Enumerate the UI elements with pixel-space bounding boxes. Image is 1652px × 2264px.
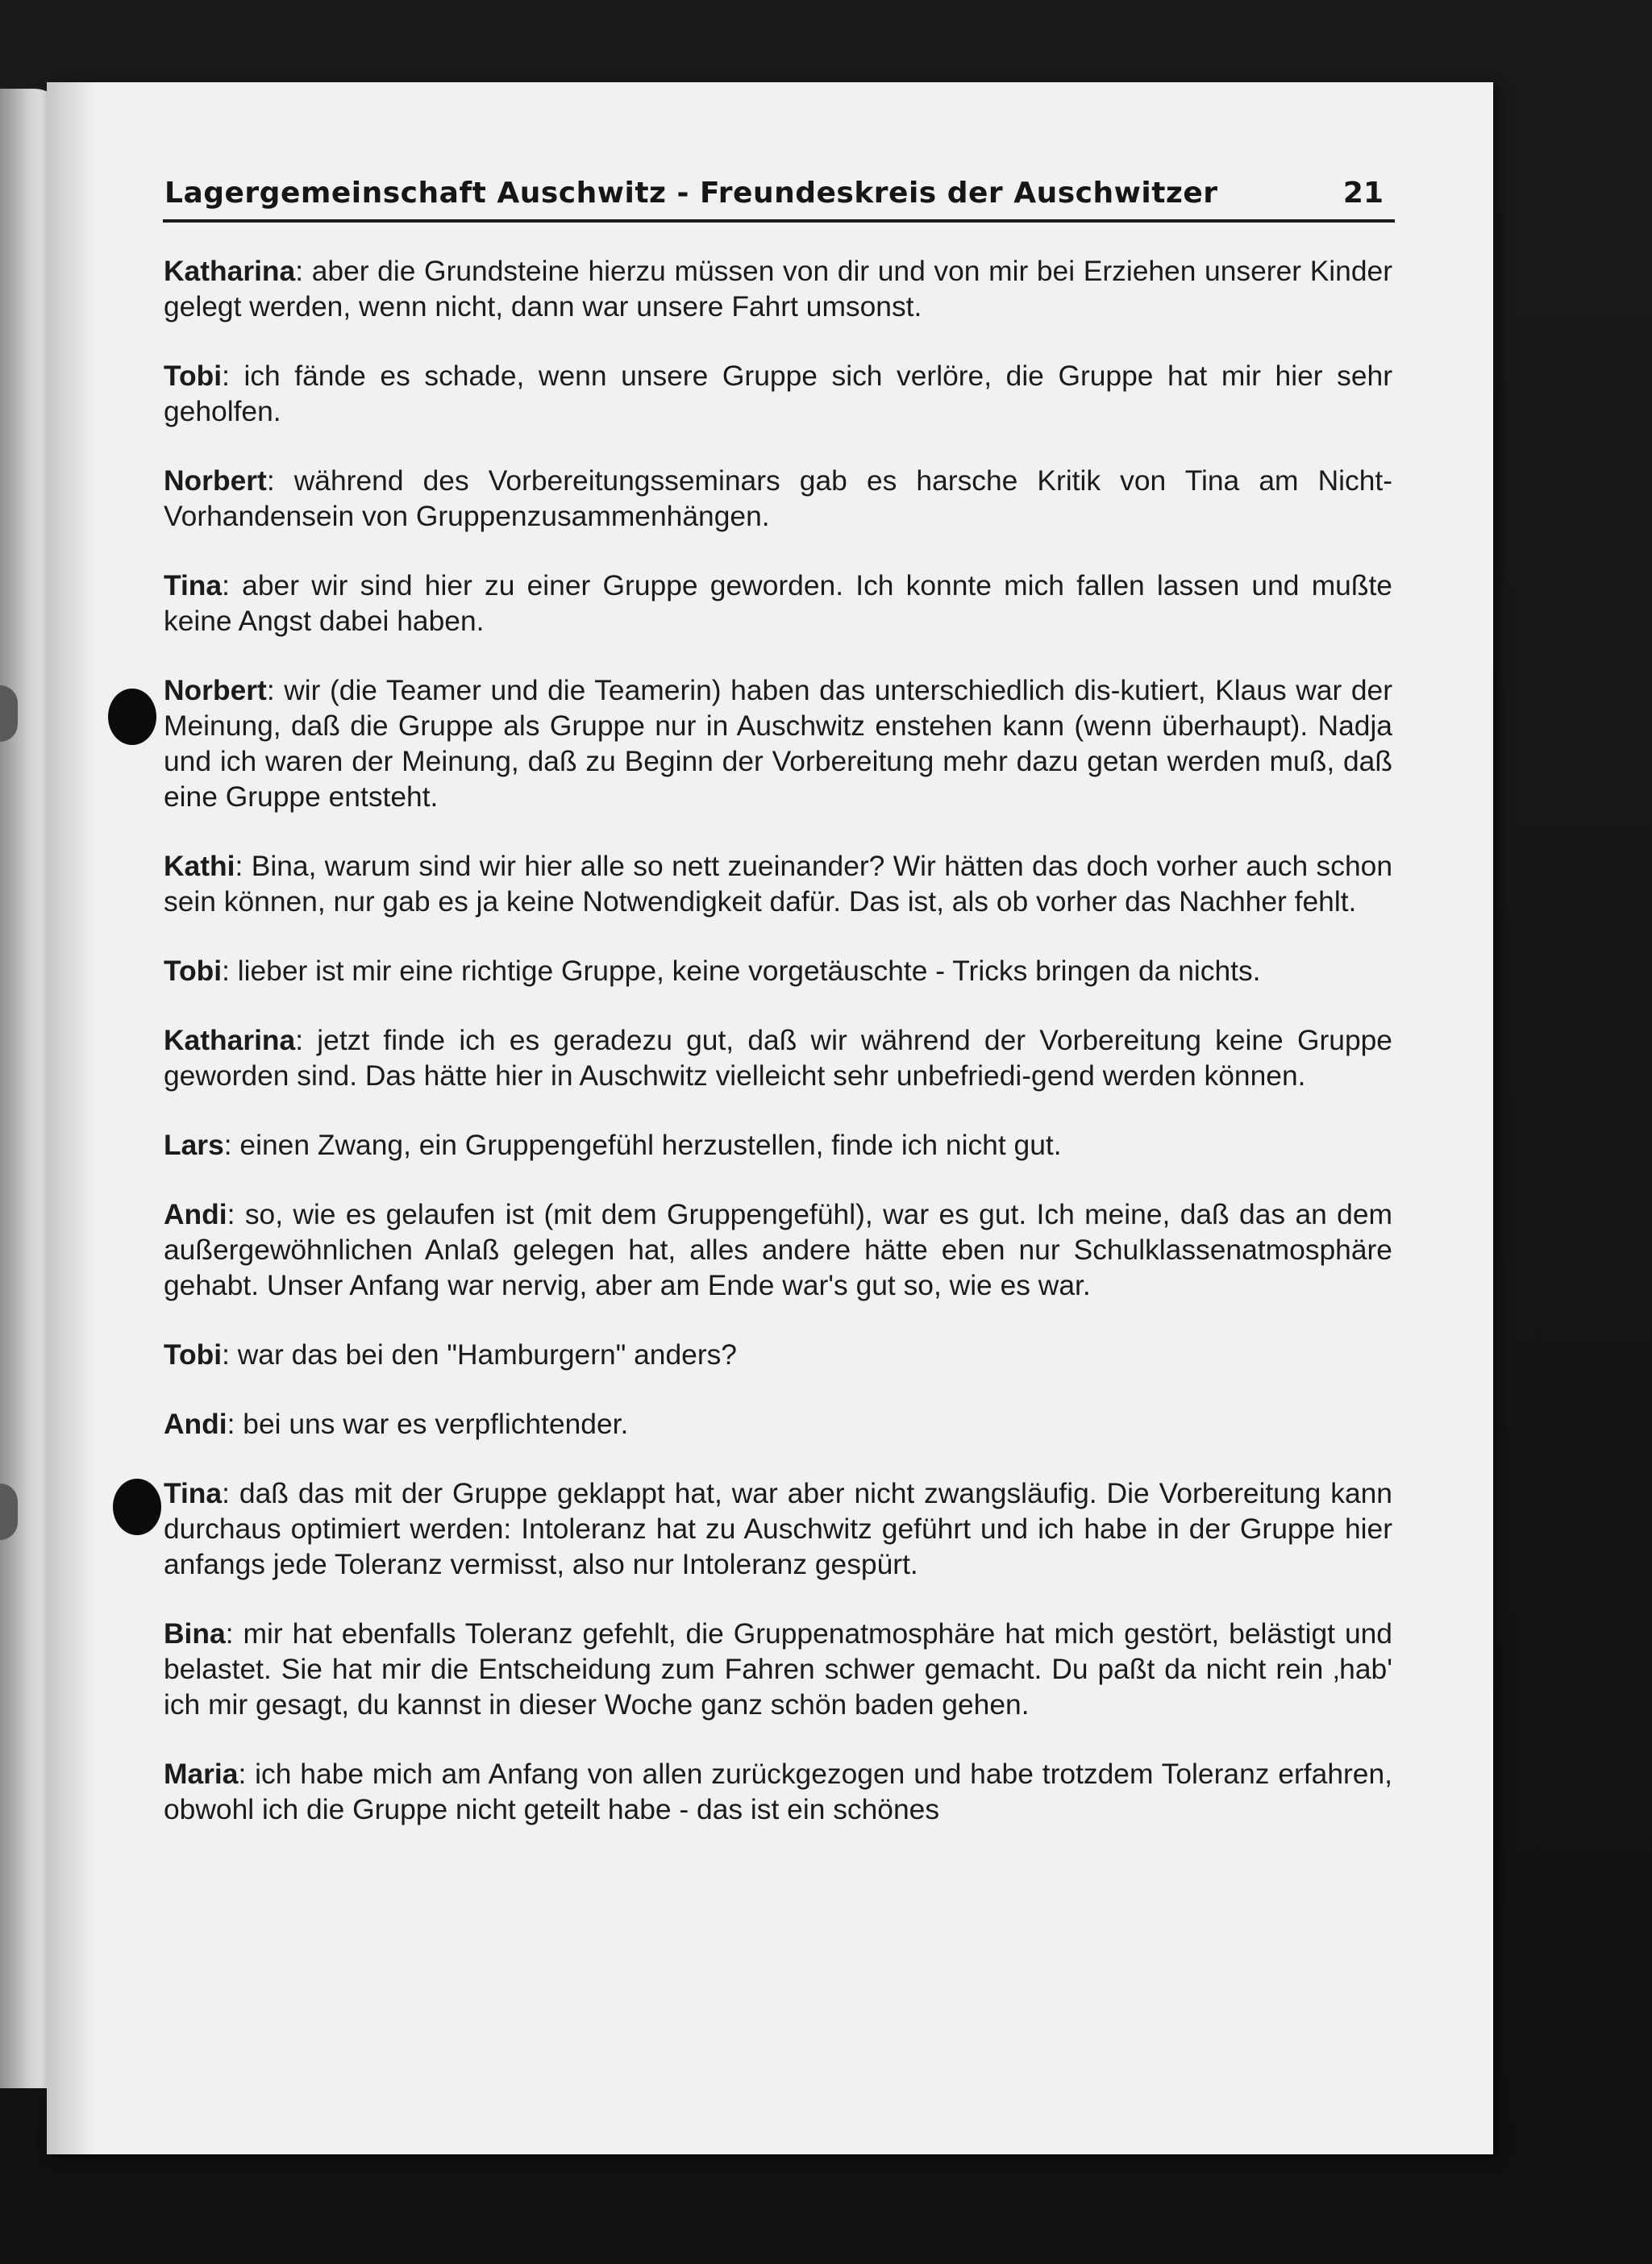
speaker-text: : lieber ist mir eine richtige Gruppe, keine vorgetäuschte - Tricks bringen da nichts. [222,955,1261,987]
speaker-text: : während des Vorbereitungsseminars gab es harsche Kritik von Tina am Nicht-Vorhandensein von Gruppenzusammenhängen. [164,464,1392,532]
speaker-text: : war das bei den "Hamburgern" anders? [222,1338,737,1371]
document-page [47,82,1493,2154]
previous-page-punch-hole [0,685,18,742]
speaker-name: Andi [164,1408,227,1440]
speaker-name: Lars [164,1129,224,1161]
punch-hole-lower [113,1479,161,1535]
header-title: Lagergemeinschaft Auschwitz - Freundeskreis der Auschwitzer [164,177,1218,210]
speaker-name: Bina [164,1617,226,1650]
speaker-text: : daß das mit der Gruppe geklappt hat, war aber nicht zwangsläufig. Die Vorbereitung kann durchaus optimiert werden: Intoleranz hat zu Auschwitz geführt und ich habe in der Gruppe hier anfangs jede Toleranz vermisst, also nur Intoleranz gespürt. [164,1477,1392,1580]
dialogue-paragraph [164,953,1392,988]
dialogue-paragraph [164,1337,1392,1372]
dialogue-paragraph [164,848,1392,919]
speaker-text: : aber wir sind hier zu einer Gruppe geworden. Ich konnte mich fallen lassen und mußte keine Angst dabei haben. [164,569,1392,637]
dialogue-paragraph [164,1616,1392,1722]
speaker-name: Norbert [164,674,267,706]
speaker-name: Norbert [164,464,267,497]
speaker-text: : ich fände es schade, wenn unsere Gruppe sich verlöre, die Gruppe hat mir hier sehr geholfen. [164,360,1392,427]
dialogue-paragraph [164,1406,1392,1442]
speaker-text: : ich habe mich am Anfang von allen zurückgezogen und habe trotzdem Toleranz erfahren, obwohl ich die Gruppe nicht geteilt habe - das ist ein schönes [164,1758,1392,1825]
speaker-name: Tina [164,1477,223,1509]
dialogue-text [164,253,1392,1861]
speaker-text: : aber die Grundsteine hierzu müssen von dir und von mir bei Erziehen unserer Kinder gelegt werden, wenn nicht, dann war unsere Fahrt umsonst. [164,255,1392,323]
speaker-text: : Bina, warum sind wir hier alle so nett zueinander? Wir hätten das doch vorher auch schon sein können, nur gab es ja keine Notwendigkeit dafür. Das ist, als ob vorher das Nachher fehlt. [164,850,1392,918]
dialogue-paragraph [164,253,1392,324]
dialogue-paragraph [164,672,1392,814]
speaker-text: : wir (die Teamer und die Teamerin) haben das unterschiedlich dis-kutiert, Klaus war der Meinung, daß die Gruppe als Gruppe nur in Auschwitz enstehen kann (wenn überhaupt). Nadja und ich waren der Meinung, daß zu Beginn der Vorbereitung mehr dazu getan werden muß, daß eine Gruppe entsteht. [164,674,1392,813]
dialogue-paragraph [164,1756,1392,1827]
dialogue-paragraph [164,463,1392,534]
speaker-text: : mir hat ebenfalls Toleranz gefehlt, die Gruppenatmosphäre hat mich gestört, belästigt und belastet. Sie hat mir die Entscheidung zum Fahren schwer gemacht. Du paßt da nicht rein ‚hab' ich mir gesagt, du kannst in dieser Woche ganz schön baden gehen. [164,1617,1392,1721]
speaker-text: : einen Zwang, ein Gruppengefühl herzustellen, finde ich nicht gut. [223,1129,1062,1161]
speaker-name: Tobi [164,360,223,392]
speaker-text: : so, wie es gelaufen ist (mit dem Gruppengefühl), war es gut. Ich meine, daß das an dem außergewöhnlichen Anlaß gelegen hat, alles andere hätte eben nur Schulklassenatmosphäre gehabt. Unser Anfang war nervig, aber am Ende war's gut so, wie es war. [164,1198,1392,1301]
running-header [163,171,1395,223]
dialogue-paragraph [164,358,1392,429]
dialogue-paragraph [164,1127,1392,1163]
previous-page-punch-hole [0,1484,18,1540]
punch-hole-upper [108,689,156,745]
dialogue-paragraph [164,1022,1392,1093]
speaker-text: : bei uns war es verpflichtender. [227,1408,629,1440]
speaker-text: : jetzt finde ich es geradezu gut, daß wir während der Vorbereitung keine Gruppe geworden sind. Das hätte hier in Auschwitz vielleicht sehr unbefriedi-gend werden können. [164,1024,1392,1092]
page-number: 21 [1342,177,1384,210]
speaker-name: Tobi [164,1338,223,1371]
dialogue-paragraph [164,568,1392,639]
speaker-name: Maria [164,1758,239,1790]
speaker-name: Tobi [164,955,223,987]
speaker-name: Katharina [164,255,296,287]
binding-shadow [47,82,95,2154]
dialogue-paragraph [164,1475,1392,1582]
speaker-name: Andi [164,1198,227,1230]
speaker-name: Katharina [164,1024,296,1056]
speaker-name: Kathi [164,850,235,882]
speaker-name: Tina [164,569,223,601]
dialogue-paragraph [164,1197,1392,1303]
